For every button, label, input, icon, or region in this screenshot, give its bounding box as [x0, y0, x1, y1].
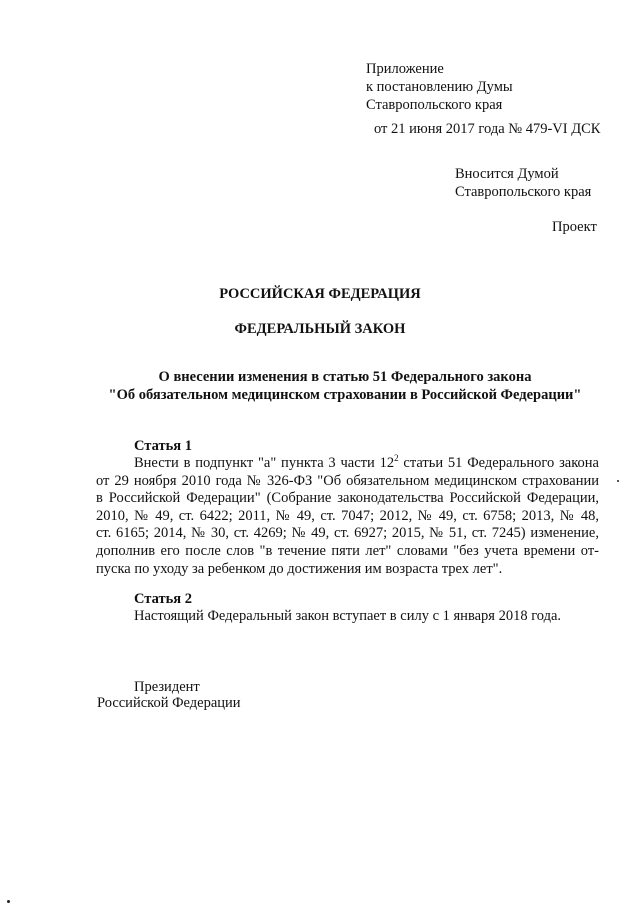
scan-speck: [617, 480, 619, 482]
article-1-line: ст. 6165; 2014, № 30, ст. 4269; № 49, ст. 6927; 2015, № 51, ст. 7245) изменение,: [96, 525, 599, 542]
scan-speck: [7, 900, 10, 903]
appendix-resolution: к постановлению Думы: [366, 79, 513, 95]
article-1-line: дополнив его после слов "в течение пяти лет" словами "без учета времени от-: [96, 542, 599, 559]
country-heading: РОССИЙСКАЯ ФЕДЕРАЦИЯ: [219, 286, 421, 302]
article-1-line: от 29 ноября 2010 года № 326-ФЗ "Об обязательном медицинском страховании: [96, 472, 599, 489]
article-1-heading: Статья 1: [134, 438, 192, 454]
signature-org: Российской Федерации: [97, 695, 241, 711]
article-1-text: [96, 455, 599, 578]
submitted-by: Вносится Думой: [455, 166, 559, 182]
article-1-line: Внести в подпункт "а" пункта 3 части $12^2$ статьи 51 Федерального закона: [134, 453, 599, 471]
signature-title: Президент: [134, 679, 200, 695]
appendix-date-number: от 21 июня 2017 года № 479-VI ДСК: [374, 121, 601, 137]
draft-label: Проект: [552, 219, 597, 235]
submitted-region: Ставропольского края: [455, 184, 592, 200]
article-2-heading: Статья 2: [134, 591, 192, 607]
article-1-line: 2010, № 49, ст. 6422; 2011, № 49, ст. 7047; 2012, № 49, ст. 6758; 2013, № 48,: [96, 507, 599, 524]
law-title-line-2: "Об обязательном медицинском страховании в Российской Федерации": [108, 387, 582, 403]
law-title-line-1: О внесении изменения в статью 51 Федерального закона: [158, 369, 532, 385]
article-2-text: Настоящий Федеральный закон вступает в силу с 1 января 2018 года.: [134, 608, 562, 624]
appendix-region: Ставропольского края: [366, 97, 503, 113]
appendix-label: Приложение: [366, 61, 444, 77]
article-1-line: пуска по уходу за ребенком до достижения им возраста трех лет".: [96, 560, 503, 577]
article-1-line: в Российской Федерации" (Собрание законодательства Российской Федерации,: [96, 490, 599, 507]
law-type-heading: ФЕДЕРАЛЬНЫЙ ЗАКОН: [234, 321, 406, 337]
